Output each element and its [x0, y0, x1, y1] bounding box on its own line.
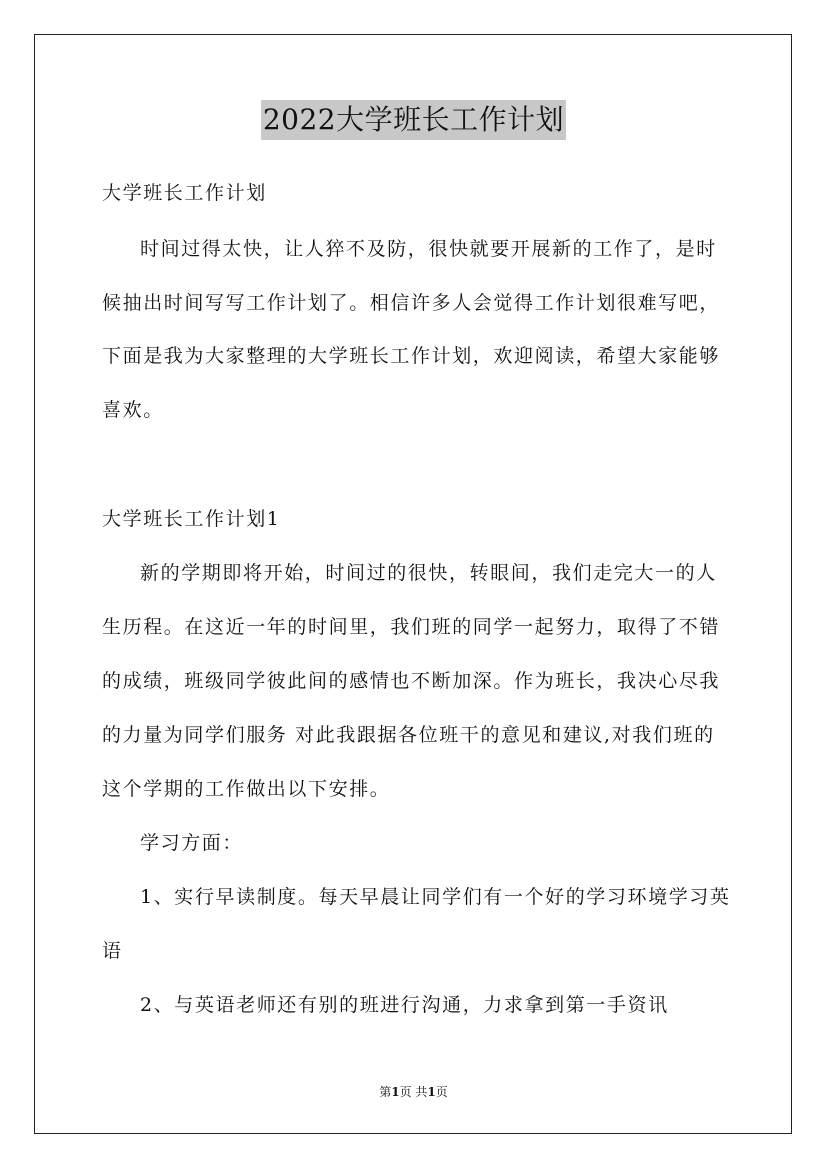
item1-line-2: 语: [102, 940, 123, 962]
footer-prefix: 第: [379, 1085, 392, 1099]
page-footer: [0, 1084, 827, 1100]
section1-heading: 大学班长工作计划1: [102, 508, 281, 530]
section1-line-2: 生历程。在这近一年的时间里，我们班的同学一起努力，取得了不错: [102, 616, 721, 638]
footer-current-page: 1: [391, 1085, 400, 1099]
subtitle: 大学班长工作计划: [102, 182, 267, 204]
study-heading: 学习方面：: [140, 832, 244, 854]
section1-line-1: 新的学期即将开始，时间过的很快，转眼间，我们走完大一的人: [140, 562, 717, 584]
intro-line-3: 下面是我为大家整理的大学班长工作计划，欢迎阅读，希望大家能够: [102, 345, 721, 367]
intro-line-4: 喜欢。: [102, 399, 164, 421]
footer-suffix: 页: [435, 1085, 448, 1099]
document-title: 2022大学班长工作计划: [261, 100, 566, 140]
intro-line-1: 时间过得太快，让人猝不及防，很快就要开展新的工作了，是时: [140, 238, 717, 260]
section1-line-4: 的力量为同学们服务 对此我跟据各位班干的意见和建议,对我们班的: [102, 724, 715, 746]
title-container: [0, 100, 827, 140]
section1-line-3: 的成绩，班级同学彼此间的感情也不断加深。作为班长，我决心尽我: [102, 670, 721, 692]
footer-mid: 页 共: [399, 1085, 428, 1099]
item1-line-1: 1、实行早读制度。每天早晨让同学们有一个好的学习环境学习英: [140, 886, 731, 908]
intro-line-2: 候抽出时间写写工作计划了。相信许多人会觉得工作计划很难写吧，: [102, 292, 721, 314]
item2-line: 2、与英语老师还有别的班进行沟通，力求拿到第一手资讯: [140, 994, 669, 1016]
section1-line-5: 这个学期的工作做出以下安排。: [102, 778, 391, 800]
footer-total-pages: 1: [427, 1085, 436, 1099]
